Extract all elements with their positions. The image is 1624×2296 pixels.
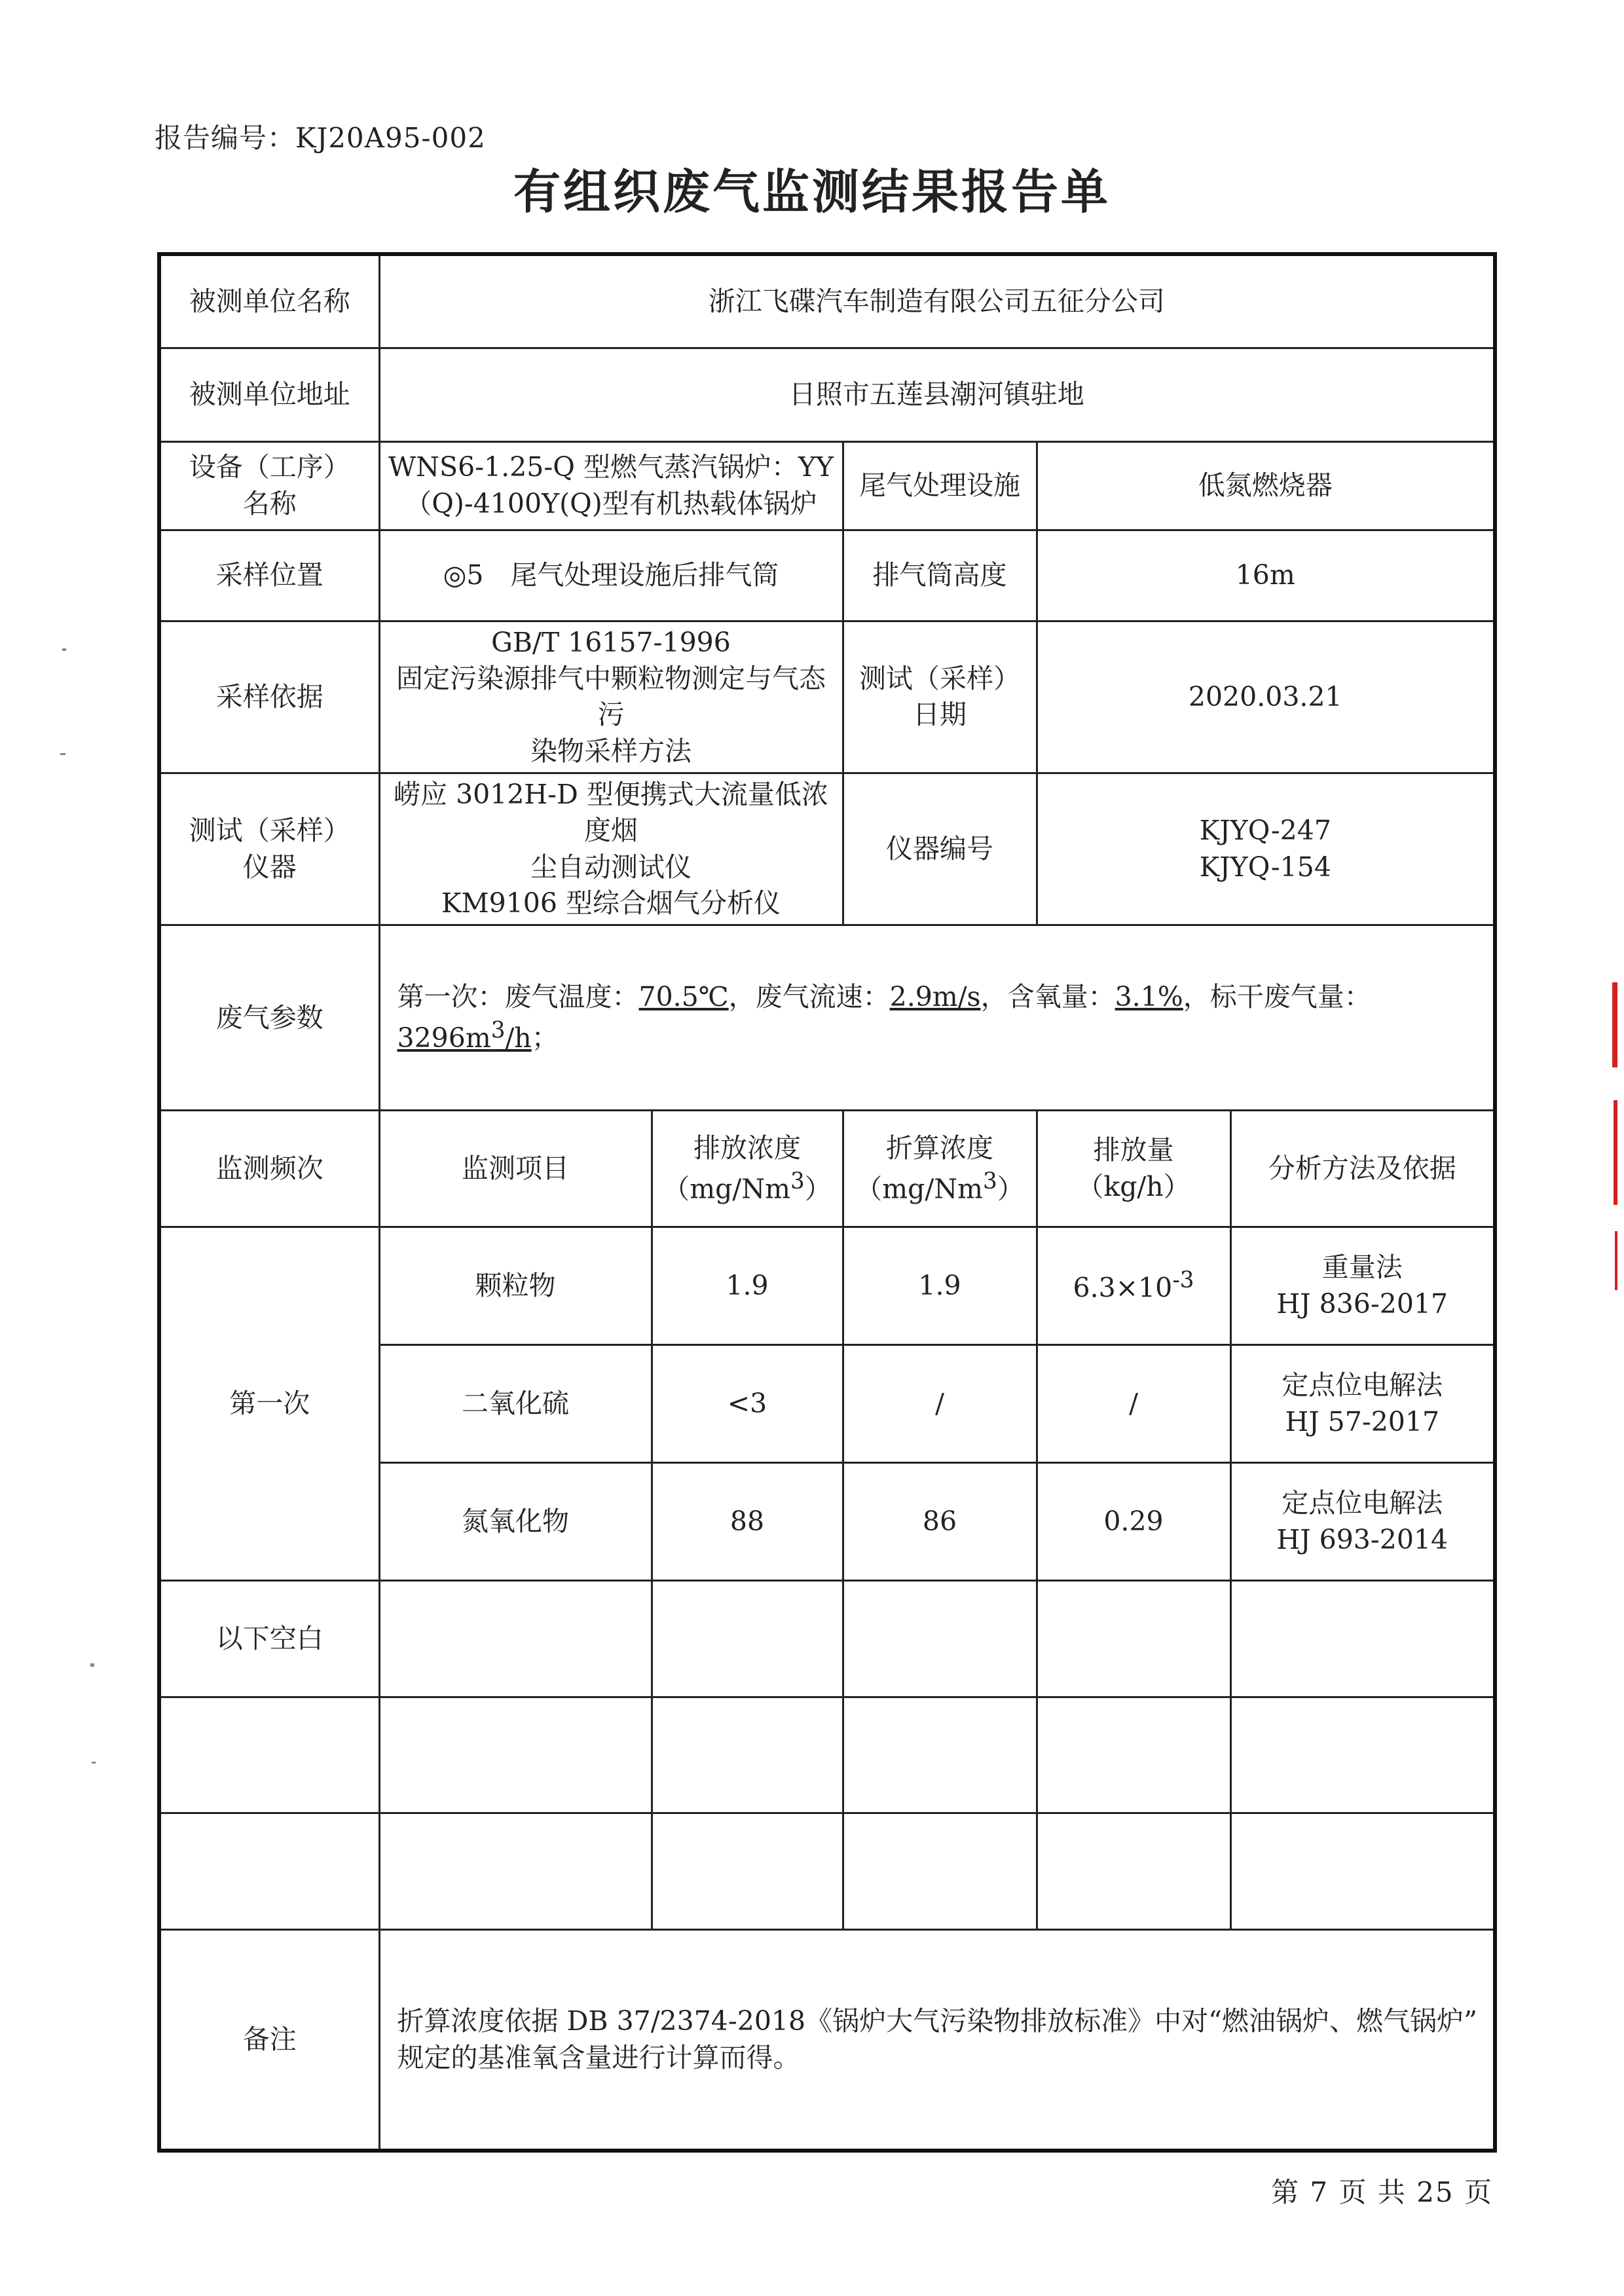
results-header-row	[159, 1111, 1495, 1227]
empty-cell	[843, 1581, 1037, 1697]
empty-cell	[843, 1697, 1037, 1813]
gas-flow-unit: /h	[505, 1022, 532, 1054]
method-standard: HJ 57-2017	[1285, 1405, 1440, 1437]
gas-params-row	[159, 925, 1495, 1111]
empty-cell	[652, 1581, 843, 1697]
header-emission-conc-label: 排放浓度	[693, 1132, 801, 1164]
scan-speck	[90, 1663, 94, 1667]
header-converted-conc-unit-suffix: ）	[997, 1173, 1024, 1205]
method-cell	[1230, 1345, 1495, 1463]
empty-cell	[379, 1697, 652, 1813]
empty-cell	[1230, 1697, 1495, 1813]
header-method: 分析方法及依据	[1230, 1111, 1495, 1227]
empty-cell	[1037, 1813, 1230, 1930]
instrument-label	[159, 773, 379, 925]
gas-params-suffix: ；	[531, 1022, 559, 1054]
item-cell: 二氧化硫	[379, 1345, 652, 1463]
emission-conc-cell: 1.9	[652, 1227, 843, 1345]
method-name: 定点位电解法	[1282, 1487, 1443, 1519]
unit-address-label: 被测单位地址	[159, 348, 379, 441]
equipment-line-1: WNS6-1.25-Q 型燃气蒸汽锅炉：YY	[388, 451, 834, 483]
remarks-line-2: 规定的基准氧含量进行计算而得。	[397, 2041, 800, 2073]
remarks-line-1: 折算浓度依据 DB 37/2374-2018《锅炉大气污染物排放标准》中对“燃油锅炉、燃气锅炉”	[397, 2005, 1478, 2037]
emission-rate-cell: 0.29	[1037, 1463, 1230, 1581]
empty-cell	[843, 1813, 1037, 1930]
report-number: 报告编号：KJ20A95-002	[155, 122, 486, 154]
header-emission-conc	[652, 1111, 843, 1227]
empty-cell	[652, 1697, 843, 1813]
table-row	[159, 1227, 1495, 1345]
header-emission-conc-unit	[659, 1166, 836, 1208]
instrument-line-3: KM9106 型综合烟气分析仪	[441, 887, 781, 919]
header-item: 监测项目	[379, 1111, 652, 1227]
method-name: 重量法	[1321, 1251, 1403, 1284]
header-converted-conc-label: 折算浓度	[886, 1132, 993, 1164]
instrument-line-1: 崂应 3012H-D 型便携式大流量低浓度烟	[394, 778, 828, 847]
item-cell: 颗粒物	[379, 1227, 652, 1345]
gas-velocity: 2.9m/s	[889, 981, 981, 1013]
sampling-location-label: 采样位置	[159, 530, 379, 621]
page-title: 有组织废气监测结果报告单	[513, 164, 1111, 219]
method-name: 定点位电解法	[1282, 1369, 1443, 1401]
sampling-basis-line-2: 固定污染源排气中颗粒物测定与气态污	[396, 662, 826, 731]
instrument-value	[379, 773, 843, 925]
empty-cell	[1037, 1697, 1230, 1813]
header-emission-rate-label: 排放量	[1093, 1134, 1174, 1166]
header-emission-conc-unit-prefix: （mg/Nm	[663, 1173, 790, 1205]
test-date-label	[843, 621, 1037, 773]
method-cell	[1230, 1227, 1495, 1345]
header-frequency: 监测频次	[159, 1111, 379, 1227]
scan-speck	[92, 1762, 96, 1764]
scan-speck	[60, 753, 65, 755]
header-emission-rate	[1037, 1111, 1230, 1227]
item-cell: 氮氧化物	[379, 1463, 652, 1581]
emission-conc-cell: <3	[652, 1345, 843, 1463]
sampling-location-value: ◎5 尾气处理设施后排气筒	[379, 530, 843, 621]
frequency-first: 第一次	[159, 1227, 379, 1581]
emission-rate-exp: -3	[1172, 1267, 1194, 1294]
test-date-value: 2020.03.21	[1037, 621, 1495, 773]
empty-cell	[1230, 1813, 1495, 1930]
gas-oxygen: 3.1%	[1115, 981, 1183, 1013]
gas-params-label: 废气参数	[159, 925, 379, 1111]
sampling-basis-label: 采样依据	[159, 621, 379, 773]
instrument-label-line-2: 仪器	[242, 851, 297, 883]
emission-rate-cell	[1037, 1227, 1230, 1345]
gas-params-prefix: 第一次：废气温度：	[397, 981, 639, 1013]
gas-params-value	[379, 925, 1495, 1111]
sampling-basis-line-3: 染物采样方法	[530, 735, 692, 767]
stamp-edge-mark	[1615, 1231, 1617, 1290]
empty-cell	[652, 1813, 843, 1930]
converted-conc-cell: /	[843, 1345, 1037, 1463]
gas-temperature: 70.5℃	[638, 981, 729, 1013]
stamp-edge-mark	[1612, 982, 1617, 1067]
stack-height-value: 16m	[1037, 530, 1495, 621]
sampling-basis-value	[379, 621, 843, 773]
blank-label: 以下空白	[159, 1581, 379, 1697]
instrument-no-line-2: KJYQ-154	[1199, 851, 1331, 883]
treatment-value: 低氮燃烧器	[1037, 441, 1495, 530]
unit-name-label: 被测单位名称	[159, 254, 379, 348]
header-emission-rate-unit: （kg/h）	[1077, 1170, 1190, 1202]
equipment-label	[159, 441, 379, 530]
test-date-label-line-2: 日期	[913, 699, 967, 731]
equipment-label-line-1: 设备（工序）	[189, 451, 350, 483]
instrument-row	[159, 773, 1495, 925]
unit-name-row	[159, 254, 1495, 348]
instrument-no-line-1: KJYQ-247	[1199, 815, 1331, 847]
equipment-value	[379, 441, 843, 530]
stack-height-label: 排气筒高度	[843, 530, 1037, 621]
blank-row	[159, 1813, 1495, 1930]
instrument-no-value	[1037, 773, 1495, 925]
unit-address-value: 日照市五莲县潮河镇驻地	[379, 348, 1495, 441]
gas-flow-label: ，标干废气量：	[1183, 981, 1371, 1013]
gas-flow	[397, 1017, 532, 1054]
empty-cell	[159, 1697, 379, 1813]
gas-velocity-label: ，废气流速：	[728, 981, 890, 1013]
empty-cell	[1037, 1581, 1230, 1697]
header-emission-conc-unit-sup: 3	[790, 1168, 805, 1194]
equipment-label-line-2: 名称	[242, 487, 297, 519]
emission-rate-base: 6.3×10	[1073, 1272, 1173, 1304]
method-standard: HJ 836-2017	[1276, 1287, 1449, 1320]
header-converted-conc-unit-sup: 3	[982, 1168, 997, 1194]
page-number: 第 7 页 共 25 页	[1271, 2176, 1493, 2208]
method-cell	[1230, 1463, 1495, 1581]
empty-cell	[379, 1813, 652, 1930]
instrument-label-line-1: 测试（采样）	[189, 815, 350, 847]
remarks-row	[159, 1930, 1495, 2151]
empty-cell	[1230, 1581, 1495, 1697]
monitoring-report-table	[157, 252, 1497, 2153]
header-converted-conc-unit	[851, 1166, 1029, 1208]
emission-rate-cell: /	[1037, 1345, 1230, 1463]
scan-speck	[62, 648, 66, 651]
instrument-line-2: 尘自动测试仪	[530, 851, 692, 883]
sampling-location-row	[159, 530, 1495, 621]
method-standard: HJ 693-2014	[1276, 1523, 1449, 1555]
equipment-row	[159, 441, 1495, 530]
empty-cell	[159, 1813, 379, 1930]
emission-conc-cell: 88	[652, 1463, 843, 1581]
gas-oxygen-label: ，含氧量：	[980, 981, 1115, 1013]
blank-row	[159, 1581, 1495, 1697]
treatment-label: 尾气处理设施	[843, 441, 1037, 530]
empty-cell	[379, 1581, 652, 1697]
sampling-basis-row	[159, 621, 1495, 773]
gas-flow-value: 3296m	[397, 1022, 491, 1054]
header-emission-conc-unit-suffix: ）	[804, 1173, 832, 1205]
unit-name-value: 浙江飞碟汽车制造有限公司五征分公司	[379, 254, 1495, 348]
remarks-label: 备注	[159, 1930, 379, 2151]
gas-flow-sup: 3	[490, 1017, 506, 1044]
test-date-label-line-1: 测试（采样）	[859, 662, 1020, 694]
remarks-value	[379, 1930, 1495, 2151]
equipment-line-2: （Q)-4100Y(Q)型有机热载体锅炉	[405, 487, 817, 519]
converted-conc-cell: 86	[843, 1463, 1037, 1581]
header-converted-conc-unit-prefix: （mg/Nm	[855, 1173, 983, 1205]
instrument-no-label: 仪器编号	[843, 773, 1037, 925]
blank-row	[159, 1697, 1495, 1813]
stamp-edge-mark	[1614, 1100, 1617, 1205]
converted-conc-cell: 1.9	[843, 1227, 1037, 1345]
unit-address-row	[159, 348, 1495, 441]
header-converted-conc	[843, 1111, 1037, 1227]
sampling-basis-line-1: GB/T 16157-1996	[491, 626, 731, 658]
